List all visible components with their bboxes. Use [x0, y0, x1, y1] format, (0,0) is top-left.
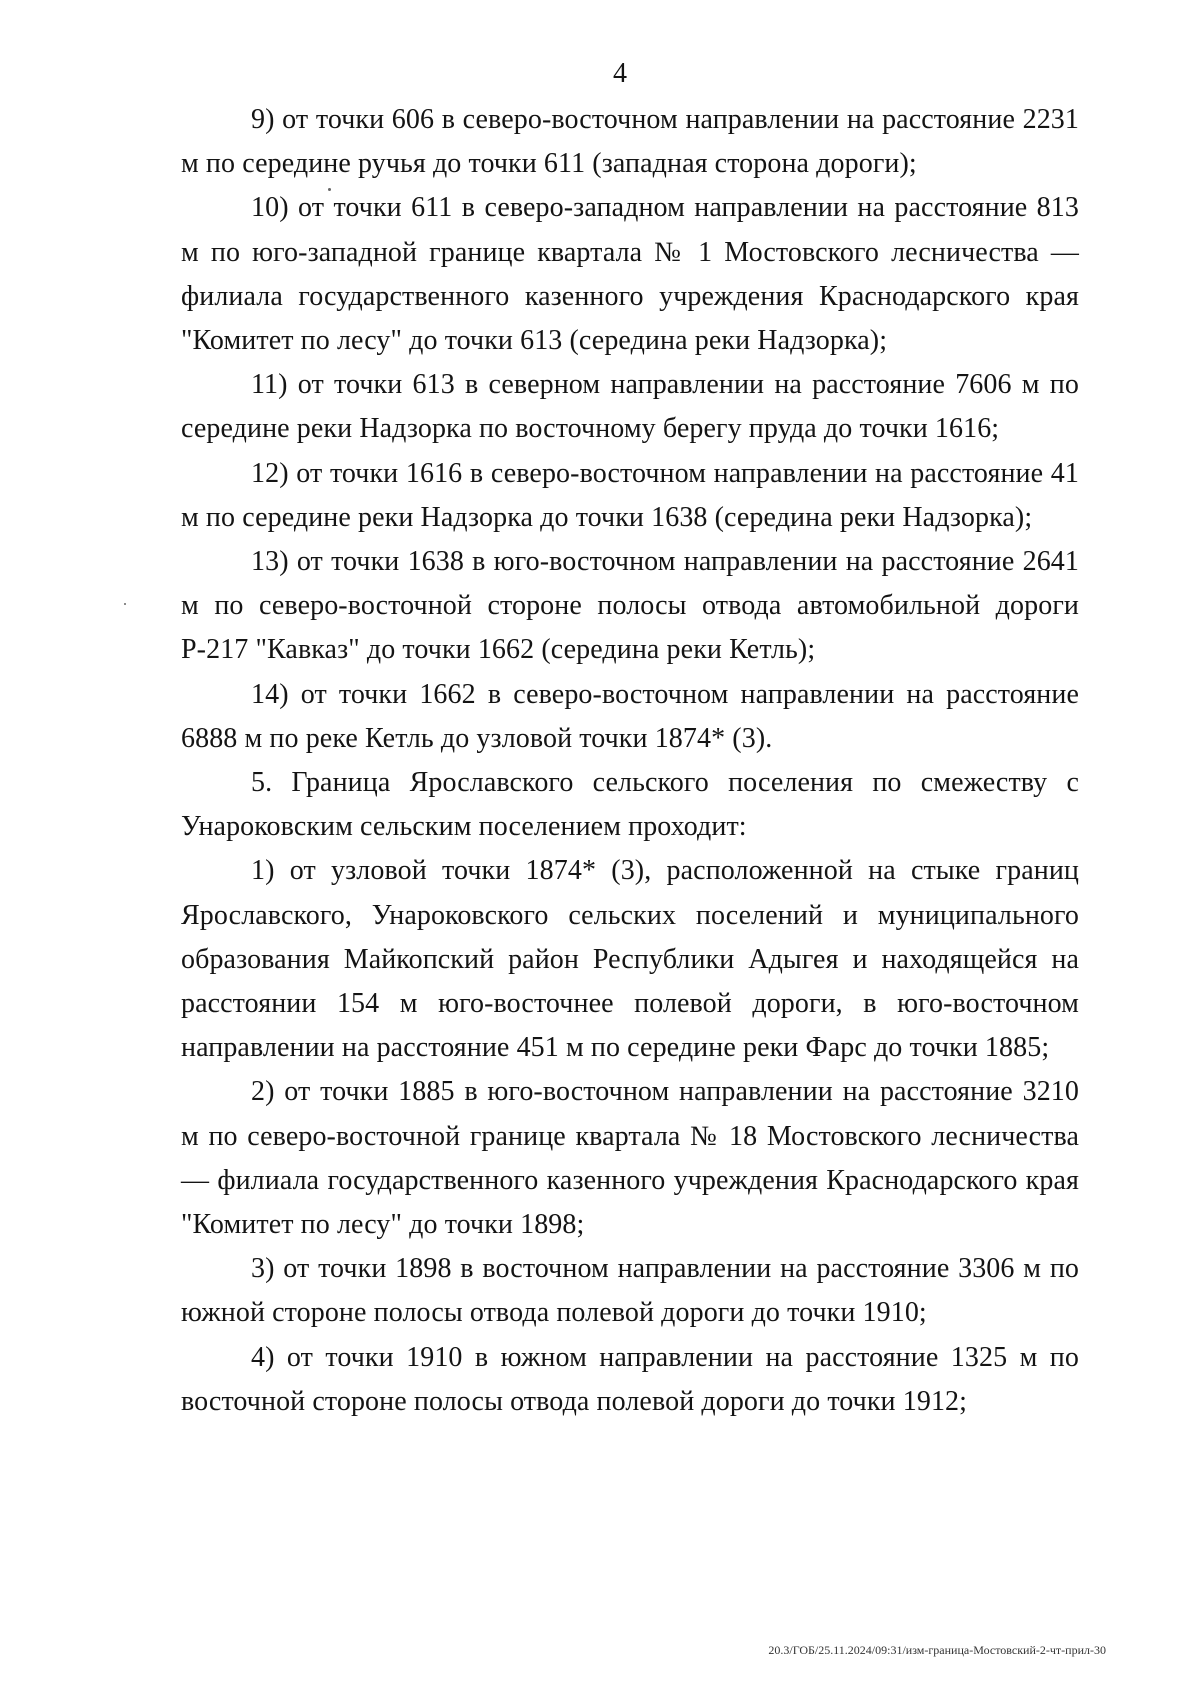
- section-5-heading: 5. Граница Ярославского сельского поселения по смежеству с Унароковским сельским поселением проходит:: [181, 767, 1079, 843]
- paragraph-item-10: 10) от точки 611 в северо-западном направлении на расстояние 813 м по юго-западной границе квартала № 1 Мостовского лесничества — филиала государственного казенного учреждения Краснодарского края "Комитет по лесу" до точки 613 (середина реки Надзорка);: [181, 192, 1079, 357]
- scan-speck: [124, 603, 126, 605]
- paragraph-item-11: 11) от точки 613 в северном направлении на расстояние 7606 м по середине реки Надзорка по восточному берегу пруда до точки 1616;: [181, 369, 1079, 445]
- page-number: 4: [613, 58, 627, 89]
- document-body: [181, 98, 1079, 1424]
- paragraph-item-14: 14) от точки 1662 в северо-восточном направлении на расстояние 6888 м по реке Кетль до узловой точки 1874* (3).: [181, 678, 1079, 754]
- section-5-item-3: 3) от точки 1898 в восточном направлении на расстояние 3306 м по южной стороне полосы отвода полевой дороги до точки 1910;: [181, 1253, 1079, 1329]
- section-5-item-4: 4) от точки 1910 в южном направлении на расстояние 1325 м по восточной стороне полосы отвода полевой дороги до точки 1912;: [181, 1341, 1079, 1417]
- paragraph-item-12: 12) от точки 1616 в северо-восточном направлении на расстояние 41 м по середине реки Надзорка до точки 1638 (середина реки Надзорка);: [181, 457, 1079, 533]
- section-5-item-1: 1) от узловой точки 1874* (3), расположенной на стыке границ Ярославского, Унароковского сельских поселений и муниципального образования Майкопский район Республики Адыгея и находящейся на расстоянии 154 м юго-восточнее полевой дороги, в юго-восточном направлении на расстояние 451 м по середине реки Фарс до точки 1885;: [181, 855, 1079, 1064]
- section-5-item-2: 2) от точки 1885 в юго-восточном направлении на расстояние 3210 м по северо-восточной границе квартала № 18 Мостовского лесничества — филиала государственного казенного учреждения Краснодарского края "Комитет по лесу" до точки 1898;: [181, 1076, 1079, 1241]
- document-footer-code: 20.3/ГОБ/25.11.2024/09:31/изм-граница-Мостовский-2-чт-прил-30: [768, 1643, 1106, 1657]
- paragraph-item-13: 13) от точки 1638 в юго-восточном направлении на расстояние 2641 м по северо-восточной стороне полосы отвода автомобильной дороги Р-217 "Кавказ" до точки 1662 (середина реки Кетль);: [181, 546, 1079, 666]
- paragraph-item-9: 9) от точки 606 в северо-восточном направлении на расстояние 2231 м по середине ручья до точки 611 (западная сторона дороги);: [181, 104, 1079, 180]
